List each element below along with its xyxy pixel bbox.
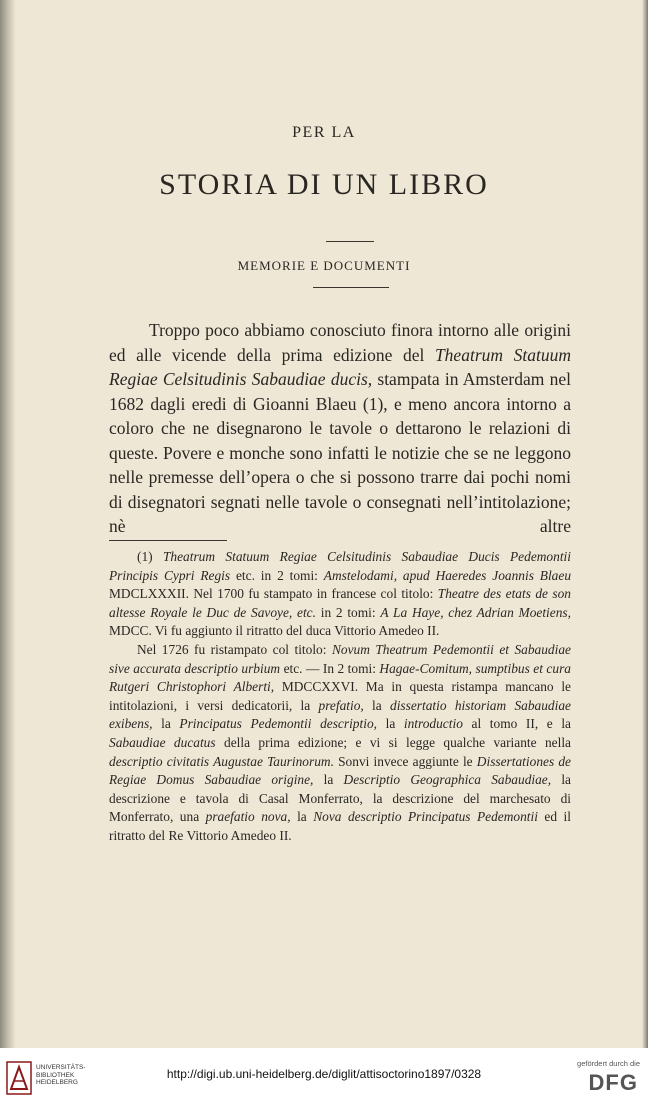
page-left-edge [0, 0, 16, 1048]
footnote-divider [109, 540, 227, 541]
subtitle: MEMORIE E DOCUMENTI [237, 258, 411, 273]
pre-title: PER LA [292, 124, 356, 141]
library-name: UNIVERSITÄTS- BIBLIOTHEK HEIDELBERG [36, 1064, 86, 1086]
body-paragraph: Troppo poco abbiamo conosciuto finora intorno alle origini ed alle vicende della prima edizione del Theatrum Statuum Regiae Celsitudinis Sabaudiae ducis, stampata in Amsterdam nel 1682 dagli eredi di Gioanni Blaeu (1), e meno ancora intorno a coloro che ne disegnarono le tavole o dettarono le relazioni di queste. Povere e monche sono infatti le notizie che se ne leggono nelle premesse dell’opera o che si possono trarre dai pochi nomi di disegnatori segnati nelle tavole o consegnati nell’intitolazione; nè altre [109, 320, 571, 536]
page-title: STORIA DI UN LIBRO [159, 168, 489, 201]
title-divider-top [326, 241, 374, 242]
footnote-paragraph: Nel 1726 fu ristampato col titolo: Novum Theatrum Pedemontii et Sabaudiae sive accurata descriptio urbium etc. — In 2 tomi: Hagae-Comitum, sumptibus et cura Rutgeri Christophori Alberti, MDCCXXVI. Ma in questa ristampa mancano le intitolazioni, i versi dedicatorii, la prefatio, la dissertatio historiam Sabaudiae exibens, la Principatus Pedemontii descriptio, la introductio al tomo II, e la Sabaudiae ducatus della prima edizione; e vi si legge qualche variante nella descriptio civitatis Augustae Taurinorum. Sonvi invece aggiunte le Dissertationes de Regiae Domus Sabaudiae origine, la Descriptio Geographica Sabaudiae, la descrizione e tavola di Casal Monferrato, la descrizione del marchesato di Monferrato, una praefatio nova, la Nova descriptio Principatus Pedemontii ed il ritratto del Re Vittorio Amedeo II. [109, 641, 571, 843]
dfg-logo-icon: DFG [588, 1070, 638, 1095]
footnote-paragraph: (1) Theatrum Statuum Regiae Celsitudinis Sabaudiae Ducis Pedemontii Principis Cypri Regis etc. in 2 tomi: Amstelodami, apud Haeredes Joannis Blaeu MDCLXXXII. Nel 1700 fu stampato in francese col titolo: Theatre des etats de son altesse Royale le Duc de Savoye, etc. in 2 tomi: A La Haye, chez Adrian Moetiens, MDCC. Vi fu aggiunto il ritratto del duca Vittorio Amedeo II. [109, 549, 572, 639]
funded-by-label: gefördert durch die [577, 1059, 640, 1068]
page-right-edge [642, 0, 648, 1048]
footnotes [109, 548, 571, 846]
permalink-url[interactable]: http://digi.ub.uni-heidelberg.de/diglit/attisoctorino1897/0328 [166, 1067, 482, 1081]
title-divider-bottom [313, 287, 389, 288]
